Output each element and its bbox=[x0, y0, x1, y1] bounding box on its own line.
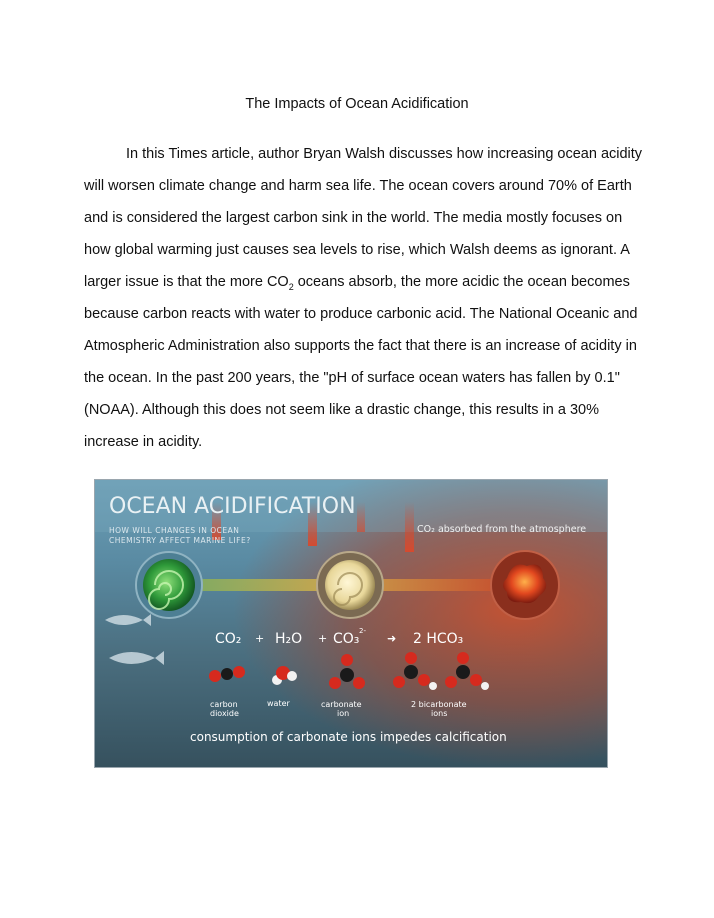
paragraph-line: (NOAA). Although this does not seem like a drastic change, this results in a 30% bbox=[84, 402, 600, 418]
equation-plus: + bbox=[255, 632, 265, 645]
molecule-label: 2 bicarbonate bbox=[411, 700, 467, 709]
paragraph-line bbox=[84, 274, 630, 292]
equation-hco3: 2 HCO₃ bbox=[413, 631, 464, 647]
healthy-shell-icon bbox=[136, 552, 202, 618]
paragraph-line: In this Times article, author Bryan Walsh discusses how increasing ocean acidity bbox=[126, 146, 643, 162]
equation-h2o: H₂O bbox=[275, 631, 303, 647]
molecule-label: dioxide bbox=[210, 709, 239, 718]
co2-drip bbox=[405, 502, 414, 552]
co2-absorbed-label: CO₂ absorbed from the atmosphere bbox=[417, 524, 587, 535]
paragraph-line: will worsen climate change and harm sea life. The ocean covers around 70% of Earth bbox=[84, 178, 632, 194]
equation-charge: 2- bbox=[359, 627, 366, 635]
equation-plus: + bbox=[318, 632, 328, 645]
molecule-label: carbonate bbox=[321, 700, 362, 709]
paragraph-line: increase in acidity. bbox=[84, 434, 203, 450]
figure-subheading: HOW WILL CHANGES IN OCEAN bbox=[109, 526, 240, 535]
line-text: larger issue is that the more CO bbox=[84, 274, 289, 290]
equation-arrow: ➜ bbox=[387, 632, 397, 645]
co2-drip bbox=[357, 502, 365, 532]
paragraph-line: how global warming just causes sea levels to rise, which Walsh deems as ignorant. A bbox=[84, 242, 630, 258]
molecule-label: ions bbox=[431, 709, 448, 718]
line-text: oceans absorb, the more acidic the ocean becomes bbox=[293, 274, 630, 290]
dissolving-shell-icon bbox=[491, 551, 559, 619]
document-title: The Impacts of Ocean Acidification bbox=[245, 96, 469, 112]
paragraph-line: and is considered the largest carbon sink in the world. The media mostly focuses on bbox=[84, 210, 623, 226]
weakening-shell-icon bbox=[317, 552, 383, 618]
equation-co2: CO₂ bbox=[215, 631, 242, 647]
molecule-label: water bbox=[267, 699, 290, 708]
figure-heading: OCEAN ACIDIFICATION bbox=[109, 494, 356, 519]
molecule-label: carbon bbox=[210, 700, 238, 709]
figure-caption: consumption of carbonate ions impedes calcification bbox=[190, 730, 507, 744]
paragraph-line: Atmospheric Administration also supports the fact that there is an increase of acidity in bbox=[84, 338, 637, 354]
subscript-2: 2 bbox=[288, 281, 294, 292]
paragraph-line: because carbon reacts with water to produce carbonic acid. The National Oceanic and bbox=[84, 306, 638, 322]
molecule-label: ion bbox=[337, 709, 350, 718]
paragraph-line: the ocean. In the past 200 years, the "pH of surface ocean waters has fallen by 0.1" bbox=[84, 370, 620, 386]
ocean-acidification-infographic bbox=[94, 479, 608, 768]
figure-subheading: CHEMISTRY AFFECT MARINE LIFE? bbox=[109, 536, 251, 545]
equation-co3: CO₃ bbox=[333, 631, 360, 647]
